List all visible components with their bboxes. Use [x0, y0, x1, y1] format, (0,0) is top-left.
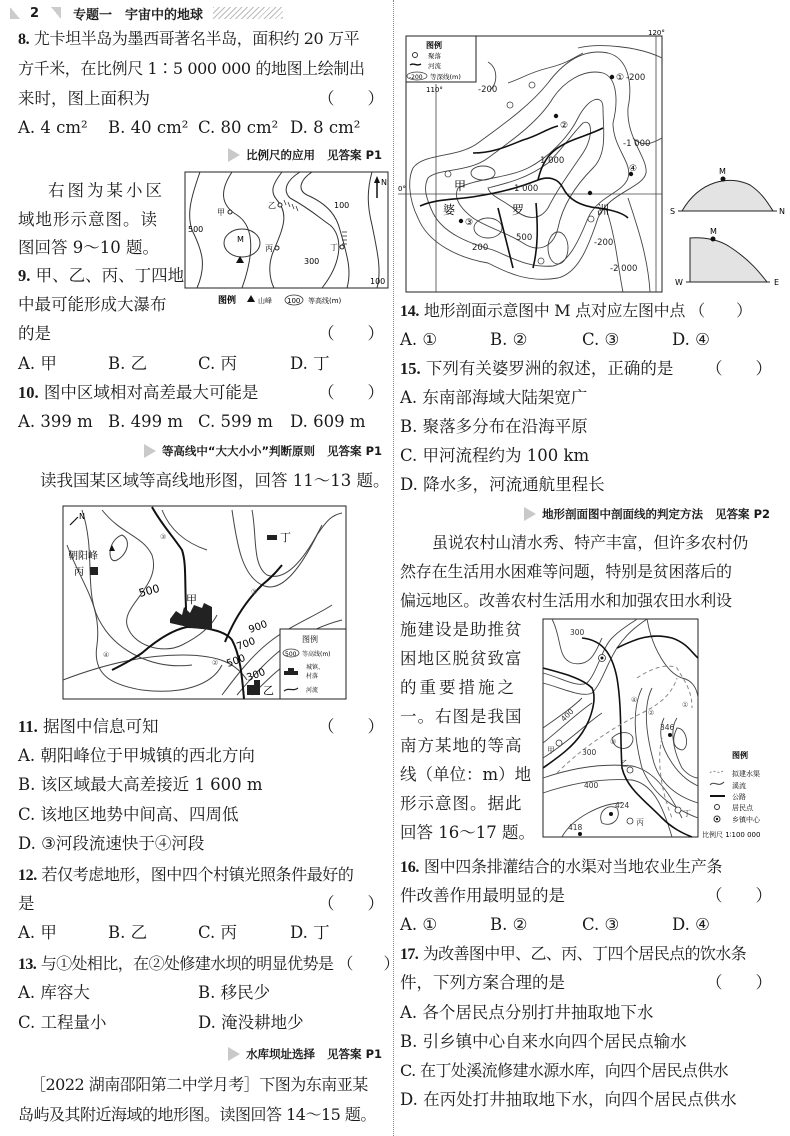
settlement-ding: [675, 807, 681, 813]
q9-line-2: 中最可能形成大瀑布: [18, 295, 167, 314]
option-d[interactable]: D. ③河段流速快于④河段: [18, 834, 205, 853]
contour-label: 1 000: [540, 156, 565, 166]
option-c[interactable]: C. 该地区地势中间高、四周低: [18, 805, 239, 824]
q17-line-1: [400, 943, 746, 966]
q8-line-2: 方千米，在比例尺 1∶5 000 000 的地图上绘制出: [18, 59, 365, 78]
legend-settlement: 聚落: [428, 52, 441, 60]
contour-label: 400: [559, 706, 576, 724]
hint-profile-line: 地形剖面图中剖面线的判定方法 见答案 P2: [524, 506, 770, 522]
question-number: 10.: [18, 383, 39, 402]
option-c[interactable]: C. 丙: [198, 923, 238, 942]
intro-11-13: 读我国某区域等高线地形图，回答 11～13 题。: [40, 471, 390, 490]
legend-settlement: 居民点: [732, 804, 753, 812]
contour-label: 500: [225, 652, 247, 670]
q11-line: [18, 716, 158, 738]
map-label: 甲: [186, 593, 197, 606]
option-c[interactable]: C. 甲河流程约为 100 km: [400, 446, 590, 465]
peak-label: 朝阳峰: [68, 551, 98, 562]
terrain-map-1: [182, 170, 392, 310]
contour-label: 900: [247, 618, 269, 636]
option-b[interactable]: B. ②: [490, 330, 528, 349]
map4-legend: [702, 750, 761, 839]
question-text: 下列有关婆罗洲的叙述，正确的是: [425, 359, 674, 378]
intro-side-line-1: 施建设是助推贫: [400, 620, 523, 639]
option-b[interactable]: B. 该区域最大高差接近 1 600 m: [18, 775, 263, 794]
legend-river: 河流: [306, 687, 319, 694]
question-text: 图中四条排灌结合的水渠对当地农业生产条: [423, 857, 723, 876]
legend-peak-icon: [247, 295, 255, 302]
contour-label: 500: [516, 233, 533, 243]
option-d[interactable]: D. ④: [672, 330, 710, 349]
option-b[interactable]: B. ②: [490, 915, 528, 934]
q13-line: [18, 953, 399, 976]
profile-s-label: S: [670, 207, 676, 216]
intro-line-1: 右图为某小区: [48, 181, 165, 200]
intro-side-line-4: 一。右图是我国: [400, 707, 523, 726]
point-marker: ③: [160, 533, 167, 541]
answer-blank[interactable]: （ ）: [318, 383, 384, 402]
intro-line-2: 域地形示意图。读: [18, 210, 158, 229]
elevation-label: 424: [615, 801, 630, 810]
legend-contour-value: -200: [409, 74, 423, 81]
longitude-label: 120°: [648, 29, 665, 37]
page-number: 2: [30, 5, 40, 21]
map2-legend: [280, 629, 346, 699]
contour-label: 500: [188, 225, 204, 234]
profile-e-label: E: [774, 278, 780, 287]
q12-line-2: 是: [18, 894, 35, 913]
terrain-map-2: [62, 505, 347, 700]
legend-contour: 等深线(m): [430, 73, 461, 81]
question-number: 9.: [18, 266, 31, 285]
map-label: 甲: [547, 746, 555, 755]
intro-16-17-line-1: 虽说农村山清水秀、特产丰富，但许多农村仍: [432, 533, 749, 552]
option-d[interactable]: D. 降水多，河流通航里程长: [400, 475, 605, 494]
option-b[interactable]: B. 移民少: [198, 983, 271, 1002]
point-marker: ①: [682, 701, 689, 709]
intro-side-line-6: 线（单位：m）地: [400, 765, 532, 784]
legend-title: 图例: [218, 296, 237, 306]
legend-title: 图例: [426, 41, 442, 50]
legend-title: 图例: [302, 635, 318, 644]
map3-legend: [406, 36, 476, 82]
settlement-bing: [627, 818, 633, 824]
map-label: 洲: [597, 203, 610, 217]
contour-label: 300: [570, 628, 585, 637]
question-text: 与①处相比，在②处修建水坝的明显优势是: [40, 954, 334, 973]
point-marker: ②: [648, 709, 655, 717]
q12-line-1: [18, 864, 354, 887]
topic-title: 专题一 宇宙中的地球: [73, 7, 204, 23]
answer-reference[interactable]: 见答案 P1: [327, 1047, 382, 1061]
map-label: 丙: [636, 818, 644, 827]
contour-label: 200: [472, 243, 489, 253]
q8-line-3: 来时，图上面积为: [18, 89, 150, 108]
option-d[interactable]: D. ④: [672, 915, 710, 934]
answer-blank[interactable]: （ ）: [706, 973, 772, 992]
map-label: 甲: [454, 179, 467, 193]
point-marker: ②: [212, 659, 219, 667]
option-a[interactable]: A. 库容大: [18, 983, 90, 1002]
intro-line-3: 图回答 9～10 题。: [18, 238, 159, 257]
intro-side-line-5: 南方某地的等高: [400, 736, 523, 755]
answer-blank[interactable]: （ ）: [318, 894, 384, 913]
option-b[interactable]: B. 聚落多分布在沿海平原: [400, 417, 588, 436]
q17-line-2: 件，下列方案合理的是: [400, 973, 565, 992]
answer-blank[interactable]: （ ）: [318, 717, 384, 736]
q10-line: [18, 382, 258, 404]
contour-label: 300: [245, 666, 267, 684]
legend-river: 河流: [428, 62, 441, 70]
contour-label: 300: [582, 748, 597, 757]
map-label: 丁: [683, 809, 691, 818]
q15-line: [400, 358, 673, 380]
option-c[interactable]: C. 599 m: [198, 412, 273, 431]
question-number: 14.: [400, 303, 420, 320]
profile-m-label: M: [719, 167, 726, 176]
header-decoration: [51, 7, 61, 19]
contour-label: -200: [626, 73, 646, 83]
option-a[interactable]: A. ①: [400, 915, 438, 934]
option-d[interactable]: D. 丁: [290, 354, 330, 373]
option-d[interactable]: D. 丁: [290, 923, 330, 942]
legend-stream: 溪流: [732, 782, 746, 790]
arrow-icon: [144, 444, 156, 458]
question-text: 尤卡坦半岛为墨西哥著名半岛，面积约 20 万平: [33, 29, 360, 48]
village-contour-map: [542, 618, 790, 840]
contour-label: 1 000: [514, 184, 539, 194]
option-a[interactable]: A. 朝阳峰位于甲城镇的西北方向: [18, 746, 255, 765]
town-center-icon: [601, 657, 604, 660]
hint-contour-rule: 等高线中“大大小小”判断原则 见答案 P1: [144, 443, 382, 459]
settlement-jia: [556, 740, 562, 746]
question-number: 17.: [400, 946, 419, 963]
question-text: 图中区域相对高差最大可能是: [43, 383, 259, 402]
option-b[interactable]: B. 引乡镇中心自来水向四个居民点输水: [400, 1032, 687, 1051]
terrain-profiles: [670, 165, 788, 290]
north-label: N: [381, 178, 387, 187]
option-c[interactable]: C. ③: [582, 330, 620, 349]
map-label: 罗: [512, 203, 525, 217]
contour-label: -2 000: [610, 264, 638, 274]
contour-label: 100: [334, 201, 350, 210]
q9-line-1: [18, 265, 184, 287]
borneo-map: [398, 28, 670, 296]
option-b[interactable]: B. 40 cm²: [108, 118, 189, 137]
option-c[interactable]: C. 工程量小: [18, 1013, 107, 1032]
point-marker: ③: [610, 738, 617, 746]
option-d[interactable]: D. 609 m: [290, 412, 366, 431]
legend-contour-value: 100: [287, 297, 301, 305]
question-number: 15.: [400, 359, 421, 378]
map-label: 丁: [280, 531, 291, 544]
point-marker: ④: [629, 164, 638, 174]
map-label: 丙: [74, 567, 84, 578]
question-text: 据图中信息可知: [42, 717, 159, 736]
contour-label: -200: [594, 238, 614, 248]
intro-side-line-3: 的重要措施之: [400, 678, 517, 697]
legend-title: 图例: [732, 751, 748, 760]
longitude-label: 110°: [426, 86, 443, 94]
legend-canal: 拟建水渠: [732, 770, 760, 778]
option-a[interactable]: A. 各个居民点分别打井抽取地下水: [400, 1003, 654, 1022]
legend-town-center: 乡镇中心: [732, 816, 760, 824]
map-label: 乙: [620, 759, 628, 768]
q14-line: [400, 300, 752, 323]
answer-blank[interactable]: （ ）: [337, 954, 399, 973]
point-marker: ②: [560, 121, 569, 131]
header-decoration: [10, 7, 20, 19]
header-hatch: [213, 7, 283, 19]
question-text: 若仅考虑地形，图中四个村镇光照条件最好的: [41, 865, 354, 884]
intro-16-17-line-3: 偏远地区。改善农村生活用水和加强农田水利设: [400, 591, 732, 610]
option-a[interactable]: A. 甲: [18, 923, 57, 942]
contour-label: -200: [478, 85, 498, 95]
q16-line-1: [400, 856, 722, 879]
answer-blank[interactable]: （ ）: [706, 886, 772, 905]
answer-blank[interactable]: （ ）: [318, 324, 384, 343]
arrow-icon: [524, 507, 536, 521]
option-a[interactable]: A. ①: [400, 330, 438, 349]
intro-side-line-8: 回答 16～17 题。: [400, 823, 535, 842]
profile-m-label: M: [710, 227, 717, 236]
point-marker: ①: [616, 73, 625, 83]
page-header: [10, 2, 283, 24]
intro-14-15-line-1: ［2022 湖南邵阳第二中学月考］下图为东南亚某: [30, 1075, 368, 1094]
profile-n-label: N: [779, 207, 785, 216]
option-b[interactable]: B. 乙: [108, 354, 148, 373]
question-number: 8.: [18, 31, 30, 48]
option-d[interactable]: D. 淹没耕地少: [198, 1013, 304, 1032]
contour-label: 500: [137, 581, 162, 600]
option-a[interactable]: A. 4 cm²: [18, 118, 88, 137]
legend-contour: 等高线(m): [308, 297, 342, 305]
question-text: 甲、乙、丙、丁四地: [35, 266, 185, 285]
contour-label: 100: [370, 277, 386, 286]
answer-reference[interactable]: 见答案 P1: [327, 148, 382, 162]
elevation-label: 418: [568, 823, 583, 832]
legend-contour: 等高线(m): [302, 651, 331, 658]
legend-contour-value: 500: [285, 651, 297, 658]
map-label: 婆: [443, 203, 456, 217]
legend-road: 公路: [732, 793, 746, 801]
q8-line-1: [18, 28, 359, 51]
question-number: 13.: [18, 956, 37, 973]
profile-w-label: W: [675, 278, 683, 287]
option-a[interactable]: A. 甲: [18, 354, 57, 373]
answer-blank[interactable]: （ ）: [318, 89, 384, 108]
option-a[interactable]: A. 东南部海域大陆架宽广: [400, 388, 588, 407]
map-label: 乙: [263, 684, 274, 697]
latitude-label: 0°: [398, 185, 406, 193]
intro-side-line-7: 形示意图。据此: [400, 794, 523, 813]
point-marker: ④: [631, 696, 638, 704]
option-b[interactable]: B. 乙: [108, 923, 148, 942]
intro-14-15-line-2: 岛屿及其附近海域的地形图。读图回答 14～15 题。: [18, 1105, 376, 1124]
option-c[interactable]: C. 在丁处溪流修建水源水库，向四个居民点供水: [400, 1061, 729, 1080]
point-marker: ④: [103, 651, 110, 659]
map-label: 乙: [268, 201, 276, 210]
map-label: 甲: [217, 208, 225, 217]
elevation-label: 346: [660, 723, 675, 732]
option-c[interactable]: C. ③: [582, 915, 620, 934]
answer-blank[interactable]: （ ）: [706, 359, 772, 378]
option-b[interactable]: B. 499 m: [108, 412, 183, 431]
answer-reference[interactable]: 见答案 P1: [327, 444, 382, 458]
contour-label: 700: [235, 635, 257, 653]
contour-label: 300: [304, 257, 320, 266]
option-d[interactable]: D. 8 cm²: [290, 118, 361, 137]
hint-scale: 比例尺的应用 见答案 P1: [228, 147, 382, 163]
question-text: 地形剖面示意图中 M 点对应左图中点: [423, 301, 686, 320]
intro-16-17-line-2: 然存在生活用水困难等问题，特别是贫困落后的: [400, 562, 732, 581]
option-c[interactable]: C. 80 cm²: [198, 118, 279, 137]
answer-blank[interactable]: （ ）: [689, 301, 752, 320]
point-marker: ③: [465, 218, 474, 228]
map-label: 丙: [265, 244, 273, 253]
north-label: N: [79, 512, 85, 521]
option-d[interactable]: D. 在丙处打井抽取地下水，向四个居民点供水: [400, 1090, 737, 1109]
question-text: 为改善图中甲、乙、丙、丁四个居民点的饮水条: [422, 944, 747, 963]
q16-line-2: 件改善作用最明显的是: [400, 886, 565, 905]
arrow-icon: [228, 148, 240, 162]
contour-label: -1 000: [623, 139, 651, 149]
map-label: 丁: [330, 243, 338, 252]
intro-side-line-2: 困地区脱贫致富: [400, 649, 523, 668]
legend-town: 城镇、: [306, 664, 325, 671]
hint-dam-site: 水库坝址选择 见答案 P1: [228, 1046, 382, 1062]
question-number: 11.: [18, 717, 38, 736]
point-marker: ①: [251, 588, 258, 596]
answer-reference[interactable]: 见答案 P2: [715, 507, 770, 521]
legend-peak: 山峰: [258, 297, 272, 305]
contour-label: 400: [584, 781, 599, 790]
map-label: M: [237, 235, 244, 244]
question-number: 12.: [18, 867, 37, 884]
legend-village: 村落: [306, 673, 319, 680]
arrow-icon: [228, 1047, 240, 1061]
option-c[interactable]: C. 丙: [198, 354, 238, 373]
option-a[interactable]: A. 399 m: [18, 412, 93, 431]
map-scale: 比例尺 1∶100 000: [702, 831, 761, 839]
question-number: 16.: [400, 859, 420, 876]
q9-line-3: 的是: [18, 324, 51, 343]
